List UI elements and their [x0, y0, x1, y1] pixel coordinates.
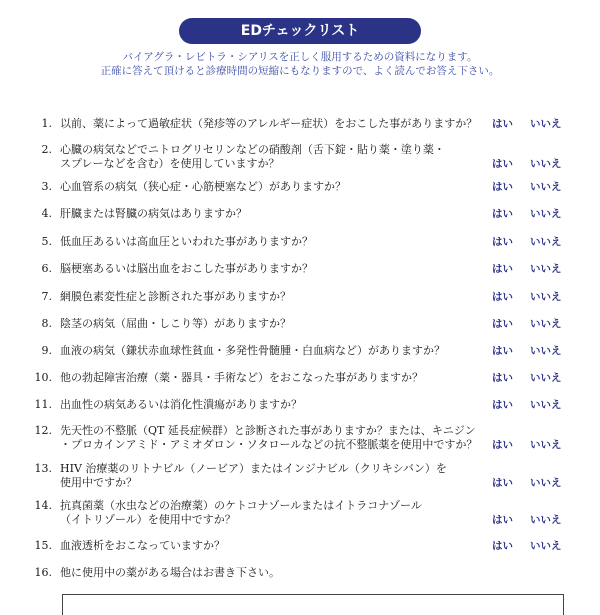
question-text: 肝臓または腎臓の病気はありますか？ [60, 207, 247, 220]
question-number: 10. [34, 371, 52, 384]
question-text: 他に使用中の薬がある場合はお書き下さい。 [60, 566, 280, 579]
question-text: 血液透析をおこなっていますか？ [60, 539, 225, 552]
yes-option[interactable]: はい [492, 439, 513, 451]
question-text: 網膜色素変性症と診断された事がありますか？ [60, 290, 291, 303]
page-title: EDチェックリスト [179, 18, 421, 44]
no-option[interactable]: いいえ [530, 372, 562, 384]
yes-option[interactable]: はい [492, 318, 513, 330]
no-option[interactable]: いいえ [530, 399, 562, 411]
question-text: 心血管系の病気（狭心症・心筋梗塞など）がありますか？ [60, 180, 346, 193]
yes-option[interactable]: はい [492, 540, 513, 552]
question-text: 抗真菌薬（水虫などの治療薬）のケトコナゾールまたはイトラコナゾール （イトリゾール）を使用中ですか？ [60, 499, 422, 526]
intro-line-1: バイアグラ・レビトラ・シアリスを正しく服用するための資料になります。 [122, 51, 478, 63]
question-number: 1. [41, 117, 52, 130]
question-text: 低血圧あるいは高血圧といわれた事がありますか？ [60, 235, 313, 248]
question-number: 3. [41, 180, 52, 193]
no-option[interactable]: いいえ [530, 439, 562, 451]
yes-option[interactable]: はい [492, 399, 513, 411]
no-option[interactable]: いいえ [530, 181, 562, 193]
question-text: 心臓の病気などでニトログリセリンなどの硝酸剤（舌下錠・貼り薬・塗り薬・ スプレーなどを含む）を使用していますか？ [60, 143, 445, 170]
yes-option[interactable]: はい [492, 514, 513, 526]
no-option[interactable]: いいえ [530, 208, 562, 220]
yes-option[interactable]: はい [492, 208, 513, 220]
no-option[interactable]: いいえ [530, 514, 562, 526]
question-text: 出血性の病気あるいは消化性潰瘍がありますか？ [60, 398, 302, 411]
yes-option[interactable]: はい [492, 372, 513, 384]
no-option[interactable]: いいえ [530, 318, 562, 330]
yes-option[interactable]: はい [492, 291, 513, 303]
question-number: 9. [41, 344, 52, 357]
no-option[interactable]: いいえ [530, 477, 562, 489]
question-number: 4. [41, 207, 52, 220]
no-option[interactable]: いいえ [530, 345, 562, 357]
question-text: HIV 治療薬のリトナビル（ノービア）またはインジナビル（クリキシバン）を 使用中ですか？ [60, 462, 447, 489]
question-text: 他の勃起障害治療（薬・器具・手術など）をおこなった事がありますか？ [60, 371, 423, 384]
no-option[interactable]: いいえ [530, 540, 562, 552]
yes-option[interactable]: はい [492, 345, 513, 357]
yes-option[interactable]: はい [492, 236, 513, 248]
yes-option[interactable]: はい [492, 477, 513, 489]
question-text: 陰茎の病気（屈曲・しこり等）がありますか？ [60, 317, 291, 330]
question-text: 血液の病気（鎌状赤血球性貧血・多発性骨髄腫・白血病など）がありますか？ [60, 344, 445, 357]
question-text: 脳梗塞あるいは脳出血をおこした事がありますか？ [60, 262, 313, 275]
question-number: 6. [41, 262, 52, 275]
question-number: 12. [34, 424, 52, 437]
question-number: 13. [34, 462, 52, 475]
no-option[interactable]: いいえ [530, 236, 562, 248]
yes-option[interactable]: はい [492, 158, 513, 170]
question-number: 15. [34, 539, 52, 552]
other-medications-field[interactable] [62, 594, 564, 615]
question-number: 14. [34, 499, 52, 512]
yes-option[interactable]: はい [492, 181, 513, 193]
question-number: 8. [41, 317, 52, 330]
yes-option[interactable]: はい [492, 118, 513, 130]
question-number: 2. [41, 143, 52, 156]
question-number: 16. [34, 566, 52, 579]
question-number: 7. [41, 290, 52, 303]
no-option[interactable]: いいえ [530, 158, 562, 170]
no-option[interactable]: いいえ [530, 291, 562, 303]
no-option[interactable]: いいえ [530, 263, 562, 275]
question-text: 先天性の不整脈（QT 延長症候群）と診断された事がありますか？または、キニジン ・プロカインアミド・アミオダロン・ソタロールなどの抗不整脈薬を使用中ですか？ [60, 424, 478, 451]
no-option[interactable]: いいえ [530, 118, 562, 130]
intro-text [0, 50, 600, 78]
question-number: 5. [41, 235, 52, 248]
yes-option[interactable]: はい [492, 263, 513, 275]
intro-line-2: 正確に答えて頂けると診療時間の短縮にもなりますので、よく読んでお答え下さい。 [100, 65, 500, 77]
question-number: 11. [34, 398, 52, 411]
question-text: 以前、薬によって過敏症状（発疹等のアレルギー症状）をおこした事がありますか？ [60, 117, 478, 130]
